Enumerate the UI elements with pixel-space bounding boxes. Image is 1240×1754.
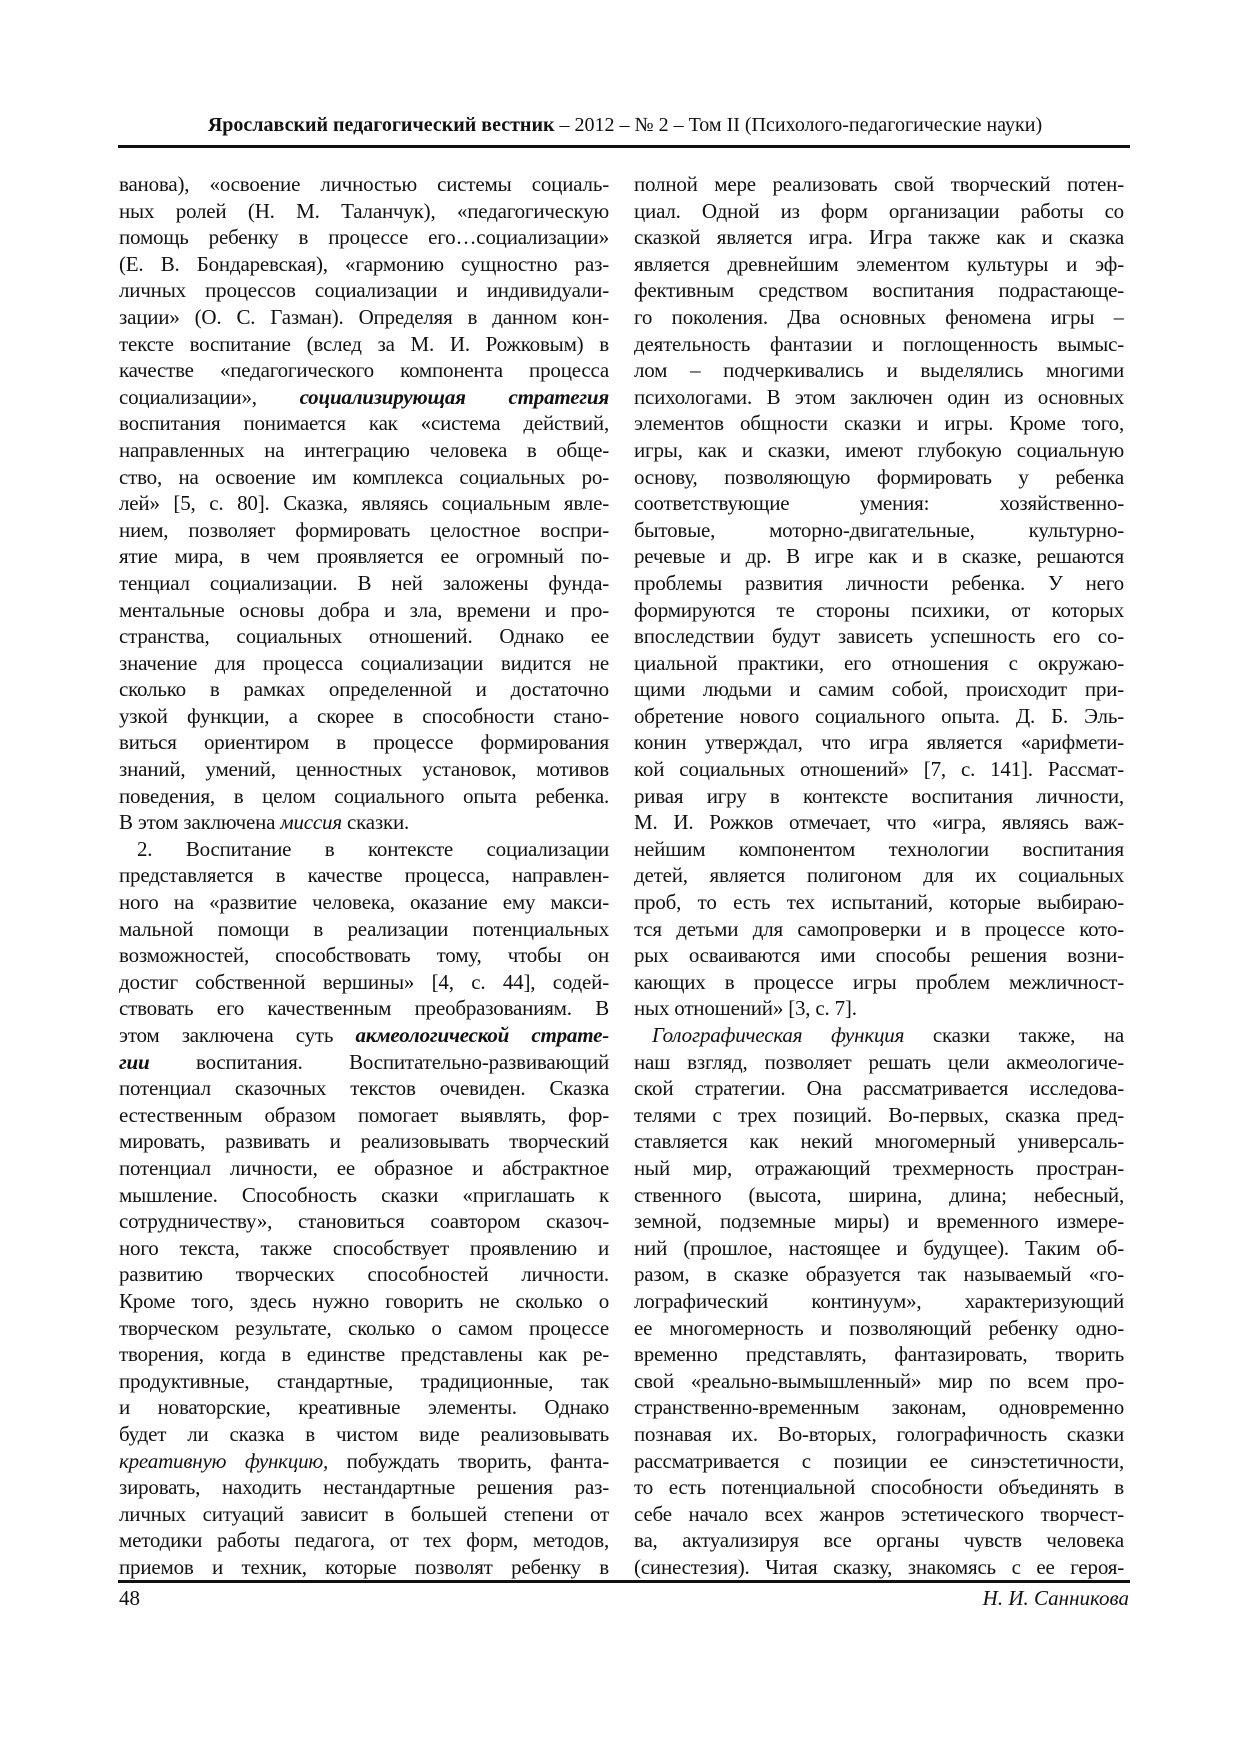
text-segment: творческом результате, сколько о самом процессе	[119, 1315, 609, 1340]
text-line	[634, 1474, 1124, 1501]
text-segment: этом заключена суть	[119, 1023, 356, 1047]
text-segment: свой «реально-вымышленный» мир по всем про-	[634, 1368, 1124, 1393]
text-segment: помощь ребенку в процессе его…социализации»	[119, 225, 609, 250]
text-line	[634, 836, 1124, 863]
text-line	[634, 942, 1124, 969]
text-segment: циальной практики, его отношения с окружаю-	[634, 650, 1124, 675]
text-segment: соответствующие умения: хозяйственно-	[634, 491, 1124, 516]
text-line	[634, 1075, 1124, 1102]
text-line	[119, 304, 609, 331]
text-line	[119, 1128, 609, 1155]
emphasis-bold-italic: гии	[119, 1049, 150, 1074]
text-segment: телями с трех позиций. Во-первых, сказка пред-	[634, 1102, 1124, 1127]
text-segment: (Е. В. Бондаревская), «гармонию сущностно раз-	[119, 251, 609, 276]
text-line	[634, 1155, 1124, 1182]
text-line	[119, 331, 609, 358]
text-segment: проб, то есть тех испытаний, которые выбираю-	[634, 890, 1124, 915]
text-line	[119, 809, 609, 836]
text-line	[634, 331, 1124, 358]
text-line	[634, 650, 1124, 677]
text-line	[634, 1128, 1124, 1155]
page-number: 48	[119, 1586, 140, 1610]
text-line	[119, 464, 609, 491]
text-segment: щими людьми и самим собой, происходит при-	[634, 677, 1124, 702]
text-segment: будет ли сказка в чистом виде реализовывать	[119, 1421, 609, 1446]
text-segment: го поколения. Два основных феномена игры –	[634, 304, 1124, 329]
text-segment: наш взгляд, позволяет решать цели акмеологиче-	[634, 1049, 1124, 1074]
running-header	[120, 114, 1130, 137]
text-segment: потенциал личности, ее образное и абстрактное	[119, 1155, 609, 1180]
text-line	[119, 1049, 609, 1076]
text-segment: ных ролей (Н. М. Таланчук), «педагогическую	[119, 198, 609, 223]
text-segment: воспитания. Воспитательно-развивающий	[149, 1049, 609, 1074]
text-line	[119, 1075, 609, 1102]
text-segment: В этом заключена	[119, 810, 281, 835]
text-line	[119, 410, 609, 437]
text-line	[634, 1049, 1124, 1076]
text-line	[119, 597, 609, 624]
text-line	[119, 1501, 609, 1528]
text-line	[634, 916, 1124, 943]
text-line	[119, 729, 609, 756]
text-line	[119, 942, 609, 969]
text-segment: значение для процесса социализации видится не	[119, 650, 609, 675]
text-line	[634, 1527, 1124, 1554]
emphasis-italic: миссия	[280, 810, 342, 835]
text-line	[119, 1421, 609, 1448]
text-line	[634, 224, 1124, 251]
text-segment: развитию творческих способностей личности.	[119, 1262, 609, 1287]
footer-rule	[118, 1580, 1130, 1583]
text-segment: элементов общности сказки и игры. Кроме того,	[634, 411, 1124, 436]
text-line	[634, 1501, 1124, 1528]
text-segment: рассматривается с позиции ее синэстетичности,	[634, 1448, 1124, 1473]
text-line	[119, 1288, 609, 1315]
text-line	[119, 703, 609, 730]
text-segment: то есть потенциальной способности объединять в	[634, 1475, 1124, 1500]
text-segment: нием, позволяет формировать целостное воспри-	[119, 517, 609, 542]
text-segment: ванова), «освоение личностью системы социаль-	[119, 172, 609, 196]
text-segment: приемов и техник, которые позволят ребенку в	[119, 1554, 609, 1579]
text-line	[634, 862, 1124, 889]
text-line	[119, 1394, 609, 1421]
text-line	[119, 1341, 609, 1368]
text-line	[119, 756, 609, 783]
text-segment: поведения, в целом социального опыта ребенка.	[119, 783, 609, 808]
text-line	[119, 543, 609, 570]
text-line	[634, 889, 1124, 916]
text-line	[119, 1102, 609, 1129]
text-line	[119, 1261, 609, 1288]
text-line	[119, 650, 609, 677]
text-segment: психологами. В этом заключен один из основных	[634, 384, 1124, 409]
text-line	[119, 1315, 609, 1342]
emphasis-italic: креативную функцию,	[119, 1448, 329, 1473]
text-segment: конин утверждал, что игра является «арифмети-	[634, 730, 1124, 755]
text-line	[119, 969, 609, 996]
text-segment: сказки также, на	[904, 1023, 1124, 1047]
text-segment: личных процессов социализации и индивидуали-	[119, 278, 609, 303]
text-line	[119, 1554, 609, 1581]
text-segment: полной мере реализовать свой творческий потен-	[634, 172, 1124, 196]
text-line	[634, 437, 1124, 464]
text-line	[119, 1182, 609, 1209]
text-line	[634, 198, 1124, 225]
text-line	[119, 1474, 609, 1501]
text-line	[119, 862, 609, 889]
text-segment: потенциал сказочных текстов очевиден. Сказка	[119, 1076, 609, 1101]
text-segment: фективным средством воспитания подрастающе-	[634, 278, 1124, 303]
text-segment: впоследствии будут зависеть успешность его со-	[634, 624, 1124, 649]
text-line	[634, 676, 1124, 703]
text-line	[634, 304, 1124, 331]
issue-info: – 2012 – № 2 – Том II (Психолого-педагогические науки)	[554, 114, 1043, 136]
text-line	[119, 836, 609, 863]
text-segment: временно представлять, фантазировать, творить	[634, 1342, 1124, 1367]
text-segment: направленных на интеграцию человека в обще-	[119, 437, 609, 462]
text-line	[634, 756, 1124, 783]
text-line	[634, 1102, 1124, 1129]
text-segment: рых осваиваются ими способы решения возни-	[634, 943, 1124, 968]
text-segment: воспитания понимается как «система действий,	[119, 411, 609, 436]
text-segment: ственного (высота, ширина, длина; небесный,	[634, 1182, 1124, 1207]
text-segment: кающих в процессе игры проблем межличност-	[634, 969, 1124, 994]
text-segment: ментальные основы добра и зла, времени и про-	[119, 597, 609, 622]
text-line	[634, 729, 1124, 756]
text-line	[634, 597, 1124, 624]
text-line	[634, 490, 1124, 517]
text-line	[119, 623, 609, 650]
text-line	[119, 1155, 609, 1182]
text-line	[634, 1261, 1124, 1288]
emphasis-italic: Голографическая функция	[652, 1023, 905, 1047]
text-segment: ятие мира, в чем проявляется ее огромный по-	[119, 544, 609, 569]
text-segment: методики работы педагога, от тех форм, методов,	[119, 1528, 609, 1553]
text-line	[119, 277, 609, 304]
text-line	[634, 570, 1124, 597]
text-line	[119, 889, 609, 916]
text-segment: ствовать его качественным преобразованиям. В	[119, 996, 609, 1021]
text-segment: достиг собственной вершины» [4, с. 44], содей-	[119, 969, 609, 994]
text-segment: зации» (О. С. Газман). Определяя в данном кон-	[119, 304, 609, 329]
text-segment: виться ориентиром в процессе формирования	[119, 730, 609, 755]
text-line	[634, 783, 1124, 810]
text-line	[119, 1368, 609, 1395]
emphasis-bold-italic: социализирующая стратегия	[299, 384, 609, 409]
text-segment: мировать, развивать и реализовывать творческий	[119, 1129, 609, 1154]
text-segment: мышление. Способность сказки «приглашать к	[119, 1182, 609, 1207]
text-segment: проблемы развития личности ребенка. У него	[634, 570, 1124, 595]
text-segment: качестве «педагогического компонента процесса	[119, 358, 609, 383]
text-line	[119, 1208, 609, 1235]
text-line	[119, 437, 609, 464]
text-line	[634, 1022, 1124, 1049]
text-segment: себе начало всех жанров эстетического творчест-	[634, 1501, 1124, 1526]
text-segment: ство, на освоение им комплекса социальных ро-	[119, 464, 609, 489]
text-line	[634, 251, 1124, 278]
text-line	[634, 1554, 1124, 1581]
text-segment: нейшим компонентом технологии воспитания	[634, 836, 1124, 861]
text-segment: М. И. Рожков отмечает, что «игра, являясь важ-	[634, 810, 1124, 835]
text-segment: циал. Одной из форм организации работы со	[634, 198, 1124, 223]
text-segment: сколько в рамках определенной и достаточно	[119, 677, 609, 702]
text-line	[119, 995, 609, 1022]
text-line	[634, 1208, 1124, 1235]
text-line	[119, 676, 609, 703]
text-line	[634, 1235, 1124, 1262]
text-line	[634, 1182, 1124, 1209]
text-line	[119, 171, 609, 198]
text-line	[634, 809, 1124, 836]
text-segment: детей, является полигоном для их социальных	[634, 863, 1124, 888]
text-segment: продуктивные, стандартные, традиционные, так	[119, 1368, 609, 1393]
text-segment: узкой функции, а скорее в способности стано-	[119, 703, 609, 728]
text-line	[634, 543, 1124, 570]
text-line	[634, 1288, 1124, 1315]
text-line	[634, 969, 1124, 996]
text-line	[634, 623, 1124, 650]
text-segment: игры, как и сказки, имеют глубокую социальную	[634, 437, 1124, 462]
emphasis-bold-italic: акмеологической страте-	[355, 1023, 609, 1047]
text-line	[119, 570, 609, 597]
text-segment: основу, позволяющую формировать у ребенка	[634, 464, 1124, 489]
text-segment: ного текста, также способствует проявлению и	[119, 1235, 609, 1260]
text-line	[634, 277, 1124, 304]
text-segment: зировать, находить нестандартные решения раз-	[119, 1475, 609, 1500]
text-segment: и новаторские, креативные элементы. Однако	[119, 1395, 609, 1420]
text-segment: личных ситуаций зависит в большей степени от	[119, 1501, 609, 1526]
text-segment: разом, в сказке образуется так называемый «го-	[634, 1262, 1124, 1287]
author-name: Н. И. Санникова	[982, 1586, 1129, 1610]
text-segment: речевые и др. В игре как и в сказке, решаются	[634, 544, 1124, 569]
text-segment: мальной помощи в реализации потенциальных	[119, 916, 609, 941]
text-line	[634, 1394, 1124, 1421]
text-segment: является древнейшим элементом культуры и эф-	[634, 251, 1124, 276]
text-segment: ее многомерность и позволяющий ребенку одно-	[634, 1315, 1124, 1340]
text-line	[634, 1341, 1124, 1368]
text-segment: знаний, умений, ценностных установок, мотивов	[119, 757, 609, 782]
right-column	[634, 171, 1124, 1580]
text-segment: земной, подземные миры) и временного измере-	[634, 1209, 1124, 1234]
text-segment: странства, социальных отношений. Однако ее	[119, 624, 609, 649]
text-segment: творения, когда в единстве представлены как ре-	[119, 1342, 609, 1367]
text-segment: Кроме того, здесь нужно говорить не сколько о	[119, 1288, 609, 1313]
text-segment: обретение нового социального опыта. Д. Б. Эль-	[634, 703, 1124, 728]
text-segment: ва, актуализируя все органы чувств человека	[634, 1528, 1124, 1553]
text-line	[119, 490, 609, 517]
text-line	[119, 384, 609, 411]
text-segment: ных отношений» [3, с. 7].	[634, 996, 857, 1021]
text-line	[119, 783, 609, 810]
text-line	[634, 464, 1124, 491]
text-line	[119, 1527, 609, 1554]
header-rule	[118, 145, 1130, 148]
text-line	[119, 517, 609, 544]
text-line	[119, 251, 609, 278]
text-line	[634, 517, 1124, 544]
text-line	[634, 384, 1124, 411]
text-segment: ской стратегии. Она рассматривается исследова-	[634, 1076, 1124, 1101]
text-segment: тся детьми для самопроверки и в процессе кото-	[634, 916, 1124, 941]
text-line	[634, 171, 1124, 198]
text-segment: деятельность фантазии и поглощенность вымыс-	[634, 331, 1124, 356]
text-segment: социализации»,	[119, 384, 300, 409]
text-line	[634, 357, 1124, 384]
journal-title: Ярославский педагогический вестник	[207, 114, 555, 136]
left-column	[119, 171, 609, 1580]
text-segment: тенциал социализации. В ней заложены фунда-	[119, 570, 609, 595]
text-segment: представляется в качестве процесса, направлен-	[119, 863, 609, 888]
text-line	[634, 410, 1124, 437]
text-segment: лом – подчеркивались и выделялись многими	[634, 358, 1124, 383]
text-segment: сотрудничеству», становиться соавтором сказоч-	[119, 1209, 609, 1234]
text-segment: ний (прошлое, настоящее и будущее). Таким об-	[634, 1235, 1124, 1260]
text-line	[634, 1315, 1124, 1342]
text-line	[119, 1022, 609, 1049]
text-segment: (синестезия). Читая сказку, знакомясь с ее героя-	[634, 1554, 1124, 1579]
text-segment: сказки.	[341, 810, 410, 835]
text-segment: ного на «развитие человека, оказание ему макси-	[119, 890, 609, 915]
text-segment: сказкой является игра. Игра также как и сказка	[634, 225, 1124, 250]
text-line	[634, 995, 1124, 1022]
text-line	[119, 916, 609, 943]
text-line	[634, 1421, 1124, 1448]
text-segment: кой социальных отношений» [7, с. 141]. Рассмат-	[634, 757, 1124, 782]
text-segment: странственно-временным законам, одновременно	[634, 1395, 1124, 1420]
text-line	[119, 1235, 609, 1262]
text-segment: естественным образом помогает выявлять, фор-	[119, 1102, 609, 1127]
text-line	[119, 224, 609, 251]
text-segment: бытовые, моторно-двигательные, культурно-	[634, 517, 1124, 542]
text-line	[634, 703, 1124, 730]
text-segment: лографический континуум», характеризующий	[634, 1288, 1124, 1313]
text-segment: ставляется как некий многомерный универсаль-	[634, 1129, 1124, 1154]
text-segment: возможностей, способствовать тому, чтобы он	[119, 943, 609, 968]
text-segment: познавая их. Во-вторых, голографичность сказки	[634, 1421, 1124, 1446]
text-line	[119, 357, 609, 384]
text-segment: ный мир, отражающий трехмерность простран-	[634, 1155, 1124, 1180]
text-line	[634, 1368, 1124, 1395]
text-line	[119, 198, 609, 225]
text-segment: ривая игру в контексте воспитания личности,	[634, 783, 1124, 808]
text-line	[634, 1448, 1124, 1475]
text-segment: формируются те стороны психики, от которых	[634, 597, 1124, 622]
text-segment: побуждать творить, фанта-	[328, 1448, 609, 1473]
text-segment: лей» [5, с. 80]. Сказка, являясь социальным явле-	[119, 491, 609, 516]
text-line	[119, 1448, 609, 1475]
text-segment: тексте воспитание (вслед за М. И. Рожковым) в	[119, 331, 609, 356]
text-segment: 2. Воспитание в контексте социализации	[137, 836, 609, 861]
